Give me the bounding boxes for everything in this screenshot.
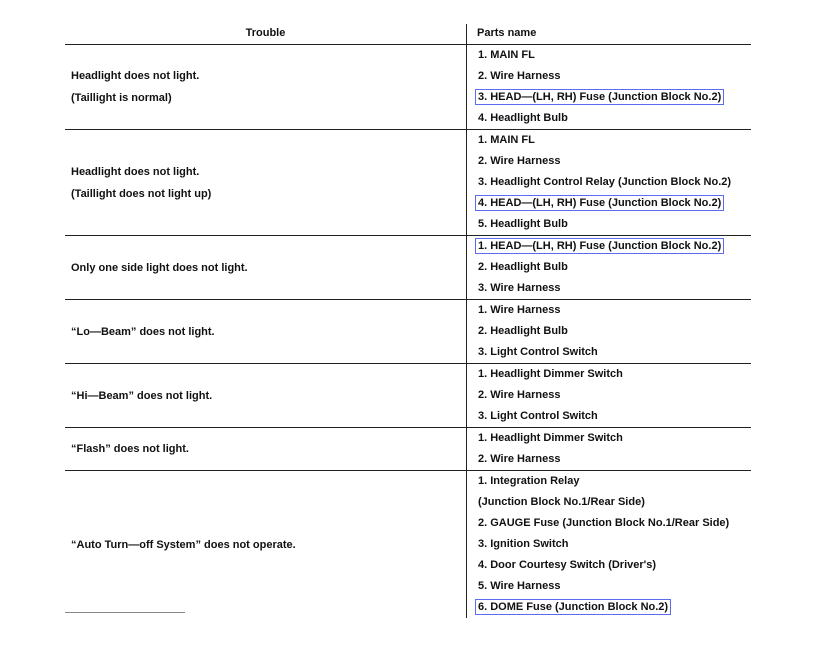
parts-cell (466, 471, 751, 618)
part-text: 1. Headlight Dimmer Switch (478, 432, 623, 444)
part-text: 4. Headlight Bulb (478, 112, 568, 124)
trouble-text: “Hi—Beam” does not light. (71, 389, 213, 402)
table-row (65, 428, 751, 471)
part-item (475, 130, 751, 151)
part-item (475, 214, 751, 235)
trouble-text: Headlight does not light. (71, 70, 200, 82)
highlighted-part-text: 4. HEAD—(LH, RH) Fuse (Junction Block No.2) (475, 195, 724, 211)
part-item (475, 576, 751, 597)
part-item (475, 172, 751, 193)
part-text: 2. Wire Harness (478, 155, 561, 167)
part-item (475, 364, 751, 385)
trouble-cell (65, 364, 466, 427)
trouble-text: Only one side light does not light. (71, 261, 248, 274)
part-item (475, 406, 751, 427)
part-item (475, 385, 751, 406)
part-text: 3. Light Control Switch (478, 346, 598, 358)
part-item (475, 342, 751, 363)
table-row (65, 300, 751, 364)
trouble-cell (65, 45, 466, 129)
trouble-cell (65, 300, 466, 363)
table-row (65, 471, 751, 618)
trouble-text: (Taillight does not light up) (71, 187, 212, 200)
header-parts-name: Parts name (466, 24, 751, 44)
part-text: 2. GAUGE Fuse (Junction Block No.1/Rear Side) (478, 517, 730, 529)
part-item (475, 513, 751, 534)
part-text: 1. Integration Relay (478, 475, 580, 487)
part-text: 3. Ignition Switch (478, 538, 569, 550)
trouble-text: (Taillight is normal) (71, 92, 172, 104)
parts-cell (466, 364, 751, 427)
table-header (65, 24, 751, 45)
parts-cell (466, 428, 751, 470)
part-item (475, 597, 751, 618)
part-item (475, 428, 751, 449)
part-item (475, 492, 751, 513)
part-text: 1. Wire Harness (478, 304, 561, 316)
part-item (475, 278, 751, 299)
trouble-cell (65, 428, 466, 470)
part-text: 1. Headlight Dimmer Switch (478, 368, 623, 380)
part-item (475, 108, 751, 129)
part-text: 2. Wire Harness (478, 70, 561, 82)
table-row (65, 236, 751, 300)
part-item (475, 45, 751, 66)
part-text: 2. Headlight Bulb (478, 261, 568, 273)
trouble-text: “Lo—Beam” does not light. (71, 325, 215, 338)
trouble-cell (65, 130, 466, 235)
part-text: 2. Wire Harness (478, 453, 561, 465)
part-item (475, 151, 751, 172)
trouble-text: Headlight does not light. (71, 165, 200, 178)
table-row (65, 45, 751, 130)
part-item (475, 236, 751, 257)
table-body (65, 45, 751, 618)
part-text: 3. Wire Harness (478, 282, 561, 294)
part-text: 3. Headlight Control Relay (Junction Block No.2) (478, 176, 732, 188)
part-item (475, 534, 751, 555)
part-text: 3. Light Control Switch (478, 410, 598, 422)
parts-cell (466, 236, 751, 299)
part-item (475, 300, 751, 321)
part-item (475, 555, 751, 576)
footer-rule (65, 612, 185, 613)
part-text: (Junction Block No.1/Rear Side) (478, 496, 645, 508)
trouble-cell (65, 236, 466, 299)
part-item (475, 193, 751, 214)
parts-cell (466, 130, 751, 235)
trouble-cell (65, 471, 466, 618)
parts-cell (466, 45, 751, 129)
part-text: 1. MAIN FL (478, 49, 535, 61)
trouble-text: “Flash” does not light. (71, 443, 189, 455)
part-text: 2. Wire Harness (478, 389, 561, 401)
part-text: 2. Headlight Bulb (478, 325, 568, 337)
part-text: 5. Wire Harness (478, 580, 561, 592)
part-item (475, 471, 751, 492)
part-item (475, 87, 751, 108)
highlighted-part-text: 1. HEAD—(LH, RH) Fuse (Junction Block No.2) (475, 238, 724, 254)
part-text: 4. Door Courtesy Switch (Driver's) (478, 559, 657, 571)
part-item (475, 321, 751, 342)
troubleshooting-table (65, 24, 751, 618)
table-row (65, 130, 751, 236)
parts-cell (466, 300, 751, 363)
trouble-text: “Auto Turn—off System” does not operate. (71, 538, 296, 551)
part-item (475, 449, 751, 470)
part-item (475, 66, 751, 87)
highlighted-part-text: 6. DOME Fuse (Junction Block No.2) (475, 599, 671, 615)
header-trouble: Trouble (245, 27, 286, 39)
table-row (65, 364, 751, 428)
highlighted-part-text: 3. HEAD—(LH, RH) Fuse (Junction Block No.2) (475, 89, 724, 105)
part-text: 1. MAIN FL (478, 134, 535, 146)
part-text: 5. Headlight Bulb (478, 218, 568, 230)
part-item (475, 257, 751, 278)
